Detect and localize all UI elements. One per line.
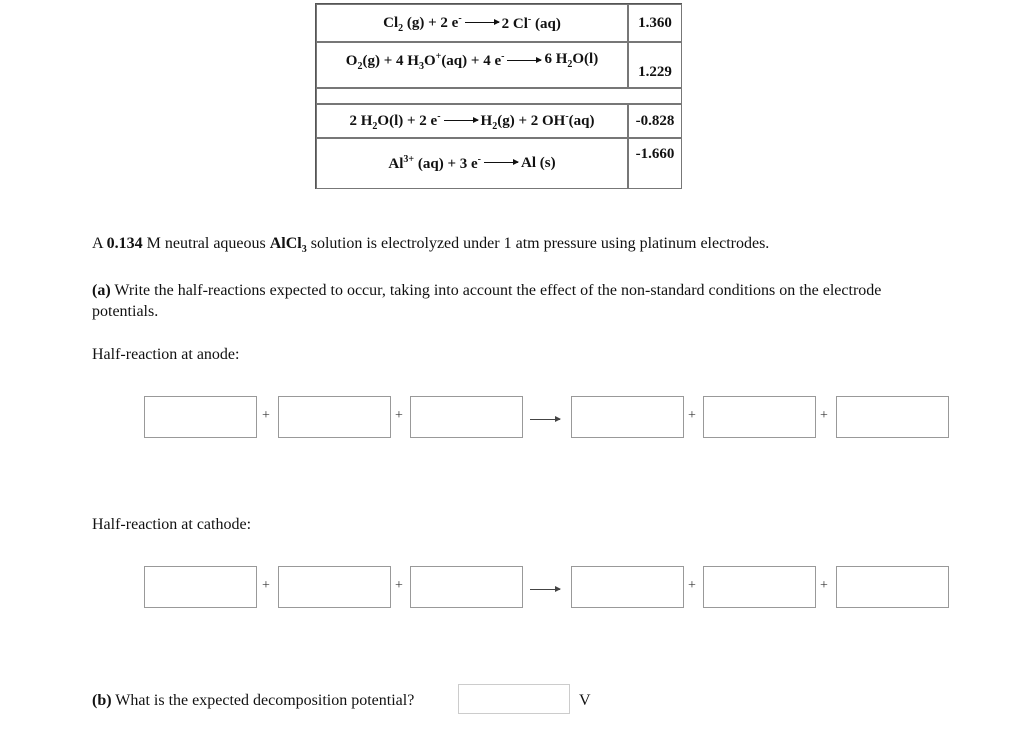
decomposition-potential-input[interactable] xyxy=(458,684,570,714)
yields-arrow-icon xyxy=(530,589,560,590)
yields-arrow-icon xyxy=(530,419,560,420)
cathode-reactant-2-input[interactable] xyxy=(278,566,391,608)
reaction-arrow-icon xyxy=(465,22,499,23)
volt-unit: V xyxy=(579,692,591,709)
plus-sign: + xyxy=(820,408,828,423)
reaction-cell-4: $Al^{3+}$ (aq) + 3 e- Al (s) xyxy=(316,138,628,189)
cathode-product-3-input[interactable] xyxy=(836,566,949,608)
plus-sign: + xyxy=(395,578,403,593)
reaction-cell-2: $O_2(g) + 4$ $H_3O^+(aq) + 4$ e- 6 $H_2O(l)$ xyxy=(316,42,628,88)
cathode-product-2-input[interactable] xyxy=(703,566,816,608)
reaction-arrow-icon xyxy=(484,162,518,163)
concentration-value: 0.134 xyxy=(106,235,143,252)
potential-cell-4: -1.660 xyxy=(628,138,682,189)
plus-sign: + xyxy=(395,408,403,423)
compound-formula: AlCl$_3$ xyxy=(269,235,307,256)
cathode-label: Half-reaction at cathode: xyxy=(92,516,252,533)
cathode-half-reaction-row xyxy=(0,566,1024,610)
table-spacer-row xyxy=(316,88,682,104)
reaction-arrow-icon xyxy=(444,120,478,121)
anode-reactant-3-input[interactable] xyxy=(410,396,523,438)
anode-half-reaction-row xyxy=(0,396,1024,440)
anode-product-1-input[interactable] xyxy=(571,396,684,438)
part-b-question: (b) What is the expected decomposition potential? xyxy=(92,692,415,709)
potential-cell-2: 1.229 xyxy=(628,42,682,88)
problem-intro: A 0.134 M neutral aqueous AlCl$_3$ solution is electrolyzed under 1 atm pressure using platinum electrodes. xyxy=(92,235,770,256)
plus-sign: + xyxy=(688,408,696,423)
anode-product-3-input[interactable] xyxy=(836,396,949,438)
reduction-potential-table xyxy=(315,3,682,189)
plus-sign: + xyxy=(820,578,828,593)
plus-sign: + xyxy=(262,408,270,423)
plus-sign: + xyxy=(262,578,270,593)
reaction-cell-3: 2 $H_2O(l) + 2$ e- $H_2(g) + 2$ OH-(aq) xyxy=(316,104,628,138)
plus-sign: + xyxy=(688,578,696,593)
part-a-question: (a) Write the half-reactions expected to occur, taking into account the effect of the non-standard conditions on the electrode potentials. xyxy=(92,282,882,320)
cathode-reactant-1-input[interactable] xyxy=(144,566,257,608)
potential-cell-1: 1.360 xyxy=(628,4,682,42)
anode-product-2-input[interactable] xyxy=(703,396,816,438)
potential-cell-3: -0.828 xyxy=(628,104,682,138)
reaction-cell-1: $Cl_2$ (g) + 2 e- 2 Cl- (aq) xyxy=(316,4,628,42)
anode-label: Half-reaction at anode: xyxy=(92,346,240,363)
anode-reactant-1-input[interactable] xyxy=(144,396,257,438)
cathode-reactant-3-input[interactable] xyxy=(410,566,523,608)
reaction-arrow-icon xyxy=(507,60,541,61)
anode-reactant-2-input[interactable] xyxy=(278,396,391,438)
cathode-product-1-input[interactable] xyxy=(571,566,684,608)
